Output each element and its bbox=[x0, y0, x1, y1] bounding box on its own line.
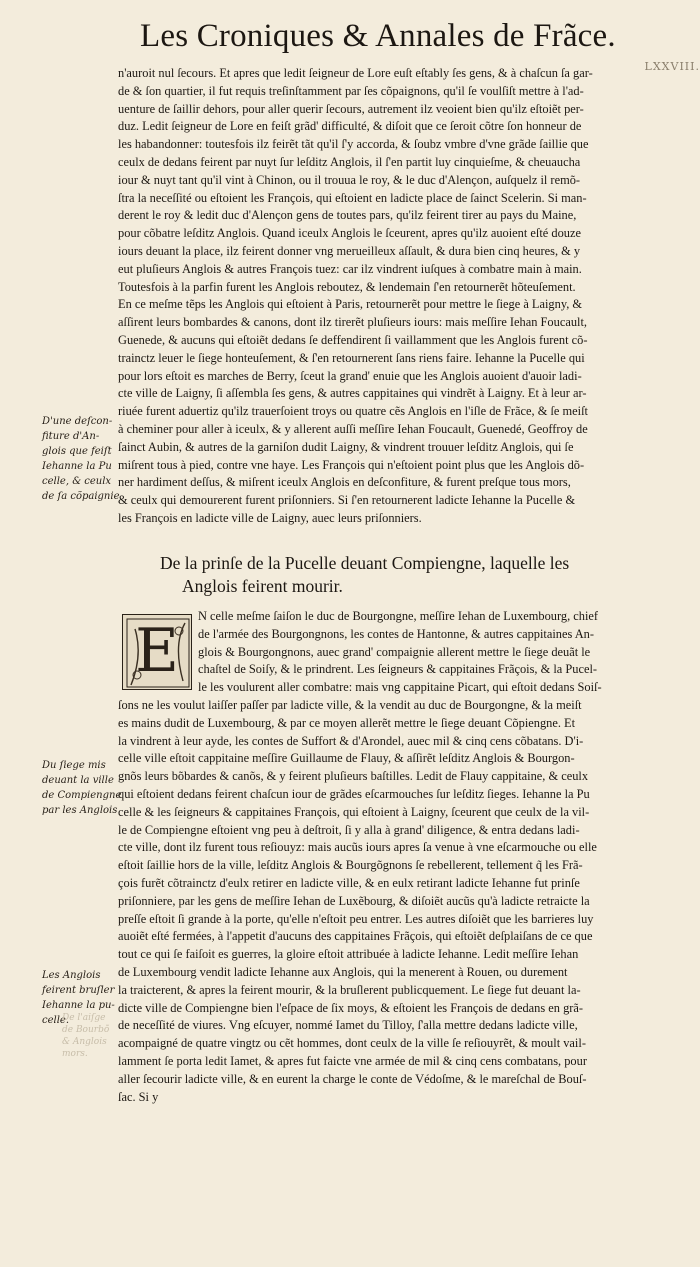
sidenote-line: par les Anglois bbox=[42, 805, 118, 816]
sidenote-line: glois que feiſt bbox=[42, 446, 112, 457]
sidenote-line: celle. bbox=[42, 1015, 70, 1026]
text-line: trainctz leuer le ſiege honteuſement, & ſ'en retournerent ſans riens faire. Iehanne la Pucelle qui bbox=[118, 350, 585, 365]
text-line: ner hardiment deſſus, & miſrent iceulx Anglois en deſconfiture, & furent preſque tous mors, bbox=[118, 475, 571, 490]
text-line: & ceulx qui demourerent furent priſonniers. Si ſ'en retournerent ladicte Iehanne la Pucelle & bbox=[118, 493, 576, 508]
text-line: le les voulurent aller combatre: mais vng cappitaine Picart, qui eſtoit dedans Soiſ- bbox=[198, 680, 602, 695]
text-line: lamment ſe porta ledit Iamet, & apres fut faicte vne armée de mil & cinq cens combatans, pour bbox=[118, 1053, 587, 1068]
text-line: cte ville de Laigny, ſi aſſembla ſes gens, & autres cappitaines qui vindrẽt à Laigny. Et à leur ar- bbox=[118, 386, 587, 401]
text-line: de l'armée des Bourgongnons, les contes de Hantonne, & autres cappitaines An- bbox=[198, 626, 594, 641]
ghost-line: & Anglois bbox=[62, 1037, 107, 1047]
sidenote-line: Iehanne la Pu bbox=[42, 461, 112, 472]
ghost-line: mors. bbox=[62, 1049, 88, 1059]
paragraph-siege-of-saint-celerin bbox=[118, 65, 638, 528]
text-line: riuée furent aduertiz qu'ilz trauerſoient troys ou quatre cẽs Anglois en l'iſle de Frãce, & ſe meiſt bbox=[118, 404, 588, 419]
chapter-heading bbox=[160, 552, 640, 598]
sidenote-line: fiture d'An- bbox=[42, 431, 100, 442]
text-line: pour lors eſtoit es marches de Berry, ſceut la grand' enuie que les Anglois auoient d'auoir ladi- bbox=[118, 368, 582, 383]
text-line: la vindrent à leur ayde, les contes de Suffort & d'Arondel, auec mil & cinq cens cõbatans. D'i- bbox=[118, 733, 584, 748]
sidenote-siege-of-compiegne bbox=[42, 758, 122, 818]
text-line: aſſirent leurs bombardes & canons, dont ilz tirerẽt pluſieurs iours: mais meſſire Iehan Foucault, bbox=[118, 315, 587, 330]
text-line: duz. Ledit ſeigneur de Lore en feiſt grãd' difficulté, & diſoit que ce ſeroit cõtre ſon honneur de bbox=[118, 119, 582, 134]
text-line: acompaigné de quatre vingtz ou cẽt hommes, dont ceulx de la ville ſe reſiouyrẽt, & moult vail- bbox=[118, 1036, 586, 1051]
text-line: preſſe eſtoit ſi grande à la porte, qu'elle n'eſtoit peu entrer. Les autres diſoiẽt que les barrieres luy bbox=[118, 911, 594, 926]
text-line: iours deuant la place, ilz feirent donner vng merueilleux aſſault, & dura bien cinq heures, & y bbox=[118, 243, 581, 258]
sidenote-line: deuant la ville bbox=[42, 775, 114, 786]
text-line: Guenede, & aucuns qui eſtoiẽt dedans ſe deffendirent ſi vaillamment que les Anglois furent cõ- bbox=[118, 332, 588, 347]
heading-line: De la prinſe de la Pucelle deuant Compiengne, laquelle les bbox=[160, 553, 570, 573]
text-line: ſtra la neceſſité ou eſtoient les François, qui eſtoient en ladicte place de ſainct Scelerin. Si man- bbox=[118, 190, 587, 205]
text-line: priſonniere, par les gens de meſſire Iehan de Luxẽbourg, & diſoiẽt aucũs qu'à ladicte retraicte la bbox=[118, 893, 590, 908]
text-line: la traicterent, & apres la feirent mourir, & la bruſlerent publicquement. Le ſiege fut deuant la- bbox=[118, 982, 581, 997]
text-line: de Luxembourg vendit ladicte Iehanne aux Anglois, qui la menerent à Rouen, ou durement bbox=[118, 964, 568, 979]
text-line: tout ce qui ſe faiſoit es guerres, la gloire eſtoit attribuée à ladicte Iehanne. Ledit meſſire Iehan bbox=[118, 947, 579, 962]
show-through-text bbox=[62, 1012, 114, 1060]
sidenote-line: Iehanne la pu- bbox=[42, 1000, 115, 1011]
ghost-line: De l'aiſge bbox=[62, 1013, 106, 1023]
sidenote-line: Les Anglois bbox=[42, 970, 101, 981]
text-line: les François en ladicte ville de Laigny, auec leurs priſonniers. bbox=[118, 510, 422, 525]
text-line: miſrent tous à pied, contre vne haye. Les François qui n'eſtoient point plus que les Anglois dõ- bbox=[118, 457, 585, 472]
running-head: Les Croniques & Annales de Frãce. bbox=[140, 18, 616, 54]
text-line: auoiẽt eſté fermées, à l'appetit d'aucuns des cappitaines Frãçois, qui eſtoiẽt deſplaiſans de ce que bbox=[118, 929, 593, 944]
text-line: iour & nuyt tant qu'il vint à Chinon, ou il trouua le roy, & le duc d'Alençon, auſquelz il remõ- bbox=[118, 172, 581, 187]
text-line: glois & Bourgongnons, auec grand' compaignie allerent mettre le ſiege deuãt le bbox=[198, 644, 591, 659]
text-line: chaſtel de Soiſy, & le prindrent. Les ſeigneurs & cappitaines Frãçois, & la Pucel- bbox=[198, 662, 598, 677]
text-line: ſainct Aubin, & autres de la garniſon dudit Laigny, & vindrent trouuer leſditz Anglois, qui ſe bbox=[118, 439, 574, 454]
text-line: Toutesfois à la parfin furent les Anglois reboutez, & lendemain ſ'en retournerẽt hõteuſement. bbox=[118, 279, 576, 294]
text-line: ſac. Si y bbox=[118, 1089, 159, 1104]
text-line: gnõs leurs bõbardes & canõs, & y feirent pluſieurs baſtilles. Ledit de Flauy cappitaine, & ceulx bbox=[118, 769, 589, 784]
text-line: celle ville eſtoit cappitaine meſſire Guillaume de Flauy, & aſſirẽt leſditz Anglois & Bourgon- bbox=[118, 751, 575, 766]
sidenote-line: D'une deſcon- bbox=[42, 416, 113, 427]
text-line: de neceſſité de viures. Vng eſcuyer, nommé Iamet du Tilloy, ſ'alla mettre dedans ladicte ville, bbox=[118, 1018, 578, 1033]
text-line: de & ſon quartier, il fut requis treſinſtamment par ſes cõpaignons, qu'il ſe voulſiſt mettre à l'ad- bbox=[118, 83, 584, 98]
sidenote-line: de Compiengne bbox=[42, 790, 122, 801]
sidenote-line: Du ſiege mis bbox=[42, 760, 106, 771]
heading-line: Anglois feirent mourir. bbox=[182, 576, 343, 596]
text-line: qui eſtoient dedans feirent chaſcun iour de grãdes eſcarmouches ſur leſditz ſieges. Iehanne la Pu bbox=[118, 786, 590, 801]
text-line: ceulx de dedans feirent par nuyt ſur leſditz Anglois, il ſ'en partit luy cinquieſme, & cheuaucha bbox=[118, 154, 581, 169]
text-line: dicte ville de Compiengne bien l'eſpace de ſix moys, & eſtoient les François de dedans en grã- bbox=[118, 1000, 584, 1015]
text-line: derent le roy & ledit duc d'Alençon gens de toutes pars, qu'ilz feirent tirer au pays du Maine, bbox=[118, 208, 577, 223]
sidenote-line: celle, & ceulx bbox=[42, 476, 112, 487]
text-line: eſtoit ſaillie hors de la ville, leſditz Anglois & Bourgõgnons ſe rebellerent, tellement q̃ les Frã- bbox=[118, 858, 583, 873]
text-line: les habandonner: toutesfois ilz feirẽt tãt qu'il ſ'y accorda, & ſoubz vmbre d'vne grãde ſaillie que bbox=[118, 137, 589, 152]
paragraph-compiegne bbox=[118, 608, 638, 1106]
sidenote-line: de ſa cõpaignie bbox=[42, 491, 120, 502]
text-line: En ce meſme tẽps les Anglois qui eſtoient à Paris, retournerẽt pour mettre le ſiege à Laigny, & bbox=[118, 297, 583, 312]
text-line: eut pluſieurs Anglois & autres François tuez: car ilz vindrent iuſques à combatre main à main. bbox=[118, 261, 582, 276]
text-line: es mains dudit de Luxembourg, & par ce moyen allerẽt mettre le ſiege deuant Cõpiengne. Et bbox=[118, 715, 576, 730]
sidenote-defeat-of-english bbox=[42, 414, 118, 504]
sidenote-line: feirent bruſler bbox=[42, 985, 115, 996]
text-line: uenture de ſaillir dehors, pour aller querir ſecours, autrement ilz veoient bien qu'ilz eſtoiẽt per- bbox=[118, 101, 584, 116]
text-line: ſons ne les voulut laiſſer paſſer par ladicte ville, & la vendit au duc de Bourgongne, & la meiſt bbox=[118, 697, 582, 712]
text-line: pour cõbatre leſditz Anglois. Quand iceulx Anglois le ſceurent, apres qu'ilz auoient eſté douze bbox=[118, 226, 581, 241]
text-line: à cheminer pour aller à iceulx, & y allerent auſſi meſſire Iehan Foucault, Guenedé, Geoffroy de bbox=[118, 421, 588, 436]
initial-letter: E bbox=[135, 616, 179, 686]
text-line: cte ville, dont ilz furent tous reſiouyz: mais aucũs iours apres ſa venue à vne eſcarmouche ou elle bbox=[118, 840, 597, 855]
text-line: aller ſecourir ladicte ville, & en eurent la charge le conte de Védoſme, & le mareſchal de Bouſ- bbox=[118, 1071, 587, 1086]
text-line: celle & les ſeigneurs & cappitaines François, qui eſtoient à Laigny, ſceurent que ceulx de la vil- bbox=[118, 804, 590, 819]
text-line: n'auroit nul ſecours. Et apres que ledit ſeigneur de Lore euſt eſtably ſes gens, & à chaſcun ſa gar- bbox=[118, 66, 593, 80]
folio-number-bleed: LXXVIII. bbox=[644, 60, 700, 73]
ghost-line: de Bourbõ bbox=[62, 1025, 110, 1035]
text-line: N celle meſme ſaiſon le duc de Bourgongne, meſſire Iehan de Luxembourg, chief bbox=[198, 609, 599, 623]
text-line: çois furẽt cõtrainctz d'eulx retirer en ladicte ville, & en eulx retirant ladicte Iehanne fut prinſe bbox=[118, 875, 580, 890]
text-line: le de Compiengne eſtoient vng peu à deſtroit, ſi y alla à grand' diligence, & entra dedans ladi- bbox=[118, 822, 580, 837]
